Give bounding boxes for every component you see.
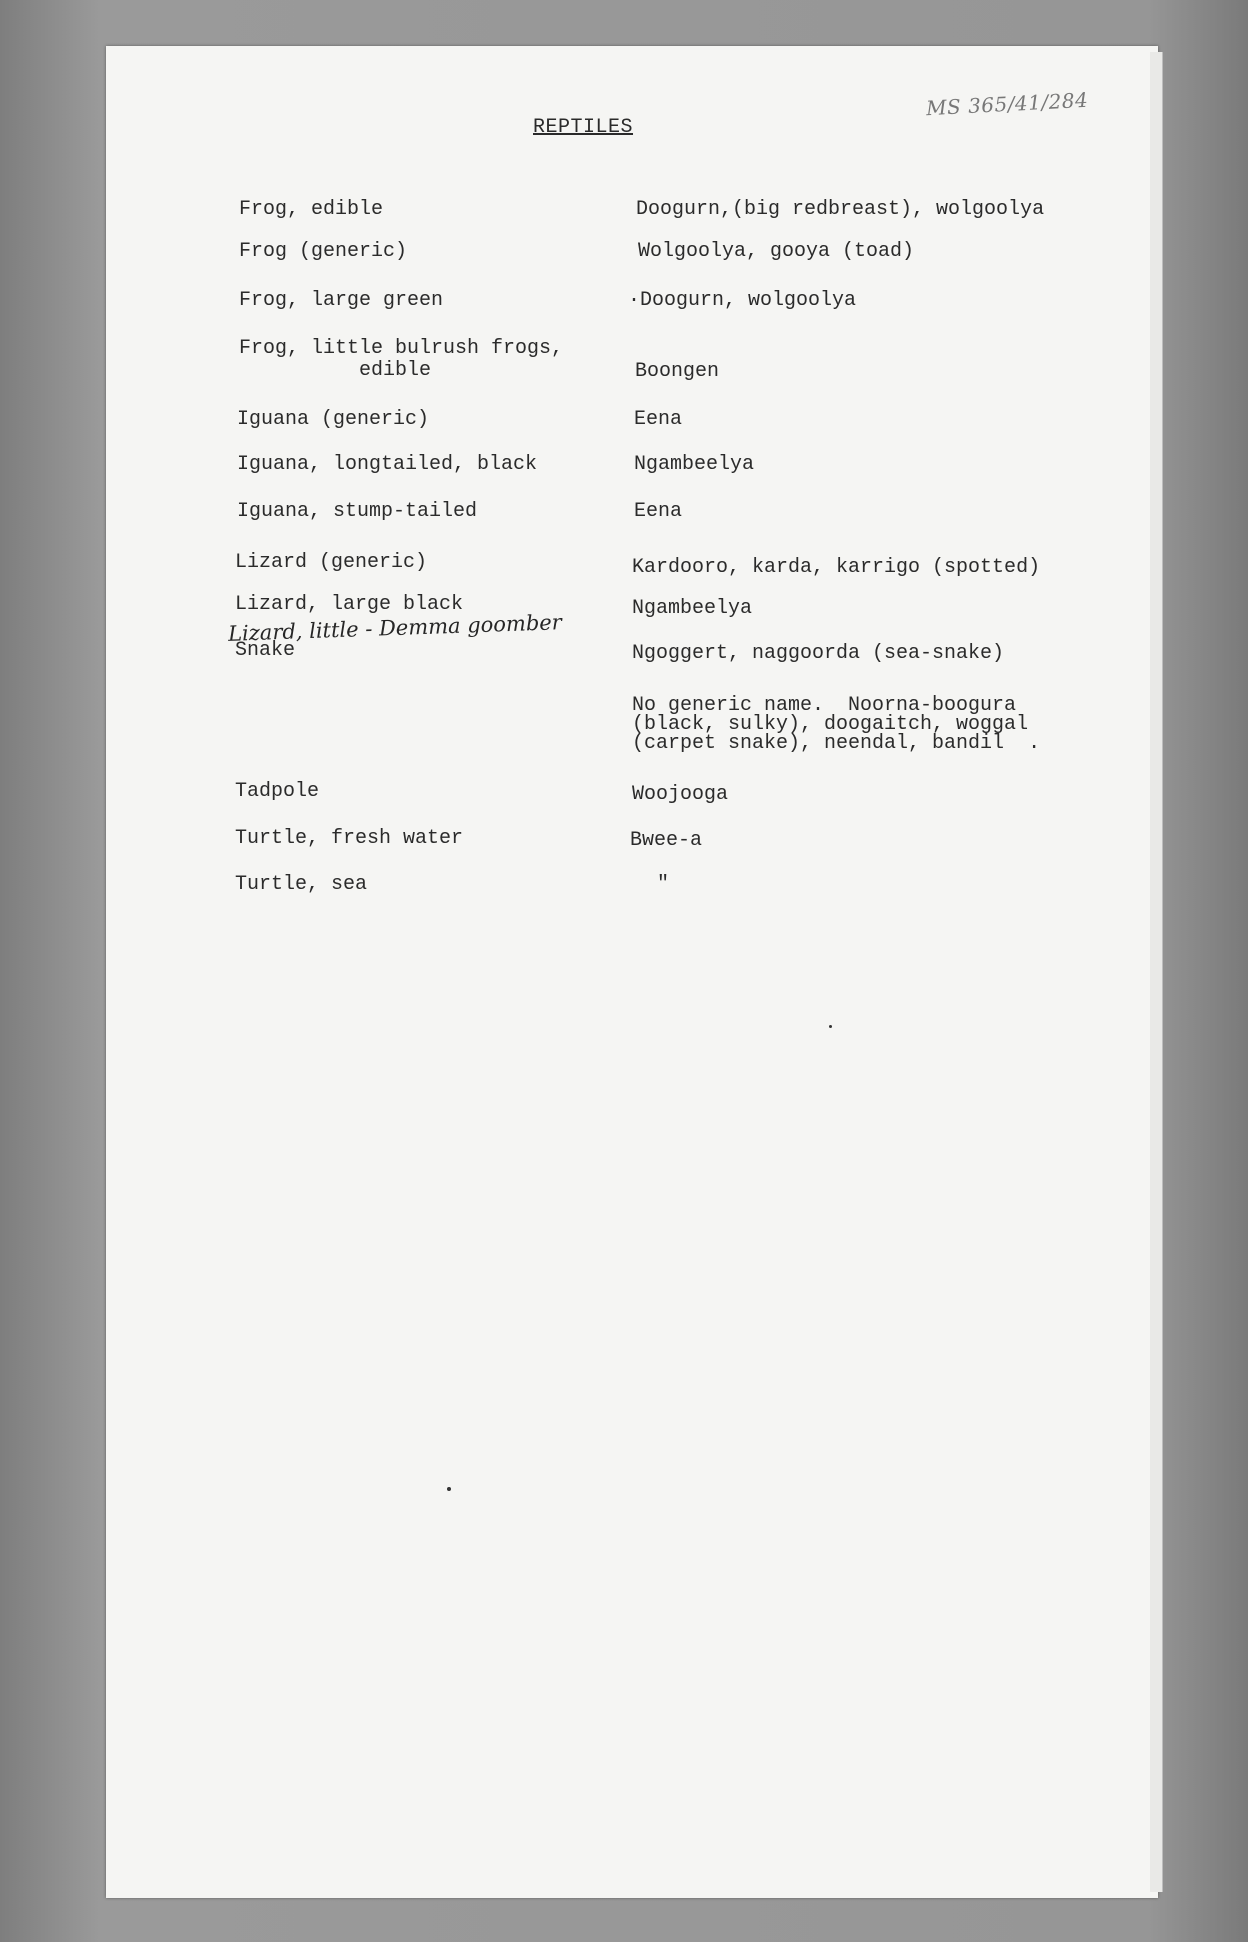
entry-english: Tadpole: [235, 780, 320, 803]
catalogue-note: MS 365/41/284: [925, 87, 1089, 121]
entry-native: Doogurn,(big redbreast), wolgoolya: [636, 198, 1045, 221]
entry-native: Woojooga: [632, 783, 729, 806]
entry-english: Frog (generic): [239, 240, 408, 263]
entry-native: Eena: [634, 408, 683, 431]
entry-english: Frog, large green: [239, 289, 444, 312]
page-edge: [1150, 52, 1163, 1892]
handwritten-addition: Lizard, little - Demma goomber: [227, 610, 563, 646]
document-page: [106, 46, 1158, 1898]
page-title: REPTILES: [533, 116, 634, 139]
entry-native: ": [657, 873, 670, 896]
entry-english: Frog, little bulrush frogs, edible: [239, 337, 564, 382]
entry-native: Wolgoolya, gooya (toad): [638, 240, 915, 263]
entry-english: Iguana, longtailed, black: [237, 453, 538, 476]
entry-english: Iguana (generic): [237, 408, 430, 431]
entry-english: Iguana, stump-tailed: [237, 500, 478, 523]
entry-english: Lizard, large black: [235, 593, 464, 616]
entry-native: Bwee-a: [630, 829, 703, 852]
entry-native: Boongen: [635, 360, 720, 383]
entry-native: ·Doogurn, wolgoolya: [628, 289, 857, 312]
entry-native: Ngambeelya: [632, 597, 753, 620]
entry-native: Eena: [634, 500, 683, 523]
scan-speck: [829, 1025, 832, 1028]
entry-english: Turtle, sea: [235, 873, 368, 896]
entry-english: Turtle, fresh water: [235, 827, 464, 850]
entry-native: No generic name. Noorna-boogura (black, sulky), doogaitch, woggal (carpet snake), neendal, bandil .: [632, 694, 1041, 755]
entry-english: Snake: [235, 639, 296, 662]
scan-speck: [447, 1487, 451, 1491]
entry-native: Ngambeelya: [634, 453, 755, 476]
entry-native: Ngoggert, naggoorda (sea-snake): [632, 642, 1005, 665]
entry-english: Frog, edible: [239, 198, 384, 221]
entry-native: Kardooro, karda, karrigo (spotted): [632, 556, 1041, 579]
entry-english: Lizard (generic): [235, 551, 428, 574]
